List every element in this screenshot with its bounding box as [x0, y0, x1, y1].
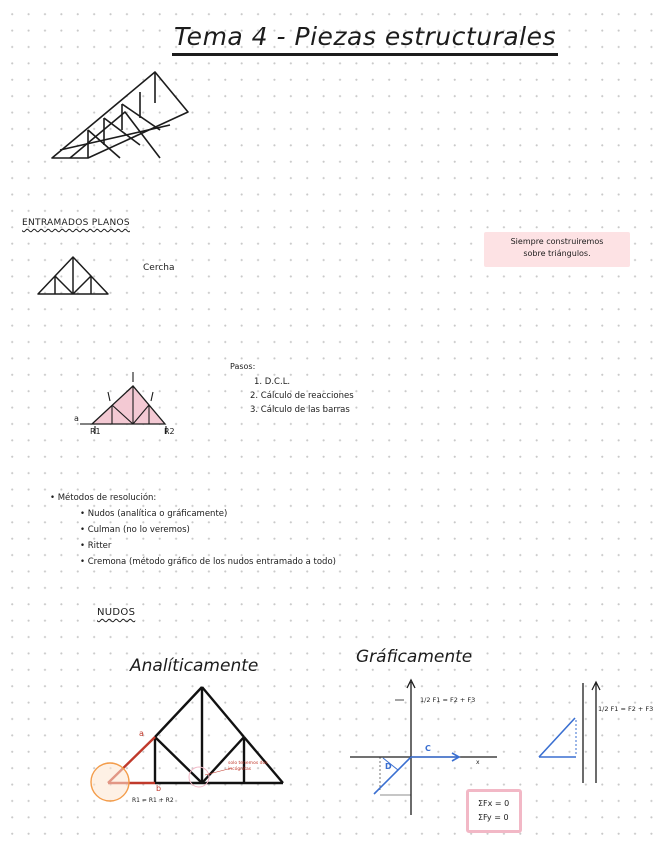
label-graph-right: 1/2 F1 = F2 + F3: [598, 705, 654, 713]
loaded-truss: [80, 372, 166, 434]
section-heading-entramados: ENTRAMADOS PLANOS: [22, 218, 130, 228]
note-line-2: sobre triángulos.: [523, 249, 591, 258]
pasos-item: 3. Cálculo de las barras: [250, 405, 350, 415]
label-reaction-eq: R1 = R1 + R2: [132, 797, 174, 804]
note-line-1: Siempre construiremos: [510, 237, 604, 246]
section-heading-nudos: NUDOS: [97, 607, 136, 618]
equation-sum-fy: ΣFy = 0: [478, 813, 509, 822]
label-r2: R2: [164, 427, 175, 436]
top-truss-sketch: [52, 72, 188, 158]
pasos-list: [230, 359, 354, 417]
method-item: • Cremona (método gráfico de los nudos entramado a todo): [80, 557, 336, 567]
label-analiticamente: Analíticamente: [130, 656, 259, 676]
graph-vectors: [374, 753, 459, 794]
method-item: • Ritter: [80, 541, 112, 551]
cercha-truss: [38, 257, 108, 294]
label-graficamente: Gráficamente: [356, 647, 473, 667]
method-item: • Culman (no lo veremos): [80, 525, 190, 535]
note-box: [484, 232, 630, 267]
equilibrium-box: [466, 789, 522, 833]
label-graph-top: 1/2 F1 = F2 + F3: [420, 696, 476, 704]
label-left-load: a: [74, 414, 79, 423]
label-circle-note: solo tenemos dos incógnitas: [228, 761, 268, 772]
label-bar-b: b: [156, 784, 162, 793]
pasos-item: 2. Cálculo de reacciones: [250, 391, 354, 401]
analytic-truss: [91, 687, 283, 801]
equation-sum-fx: ΣFx = 0: [478, 799, 510, 808]
label-vector-c: C: [425, 744, 431, 753]
pasos-heading: Pasos:: [230, 362, 256, 371]
method-item: • Nudos (analítica o gráficamente): [80, 509, 228, 519]
label-vector-d: D: [385, 762, 392, 771]
label-axis-x: x: [476, 759, 480, 766]
page-title: Tema 4 - Piezas estructurales: [172, 22, 558, 56]
label-bar-a: a: [139, 729, 144, 738]
force-polygon: [539, 682, 600, 783]
pasos-item: 1. D.C.L.: [254, 377, 291, 387]
methods-list: [50, 490, 336, 570]
label-r1: R1: [90, 427, 101, 436]
methods-heading: • Métodos de resolución:: [50, 493, 157, 503]
label-cercha: Cercha: [143, 263, 175, 273]
